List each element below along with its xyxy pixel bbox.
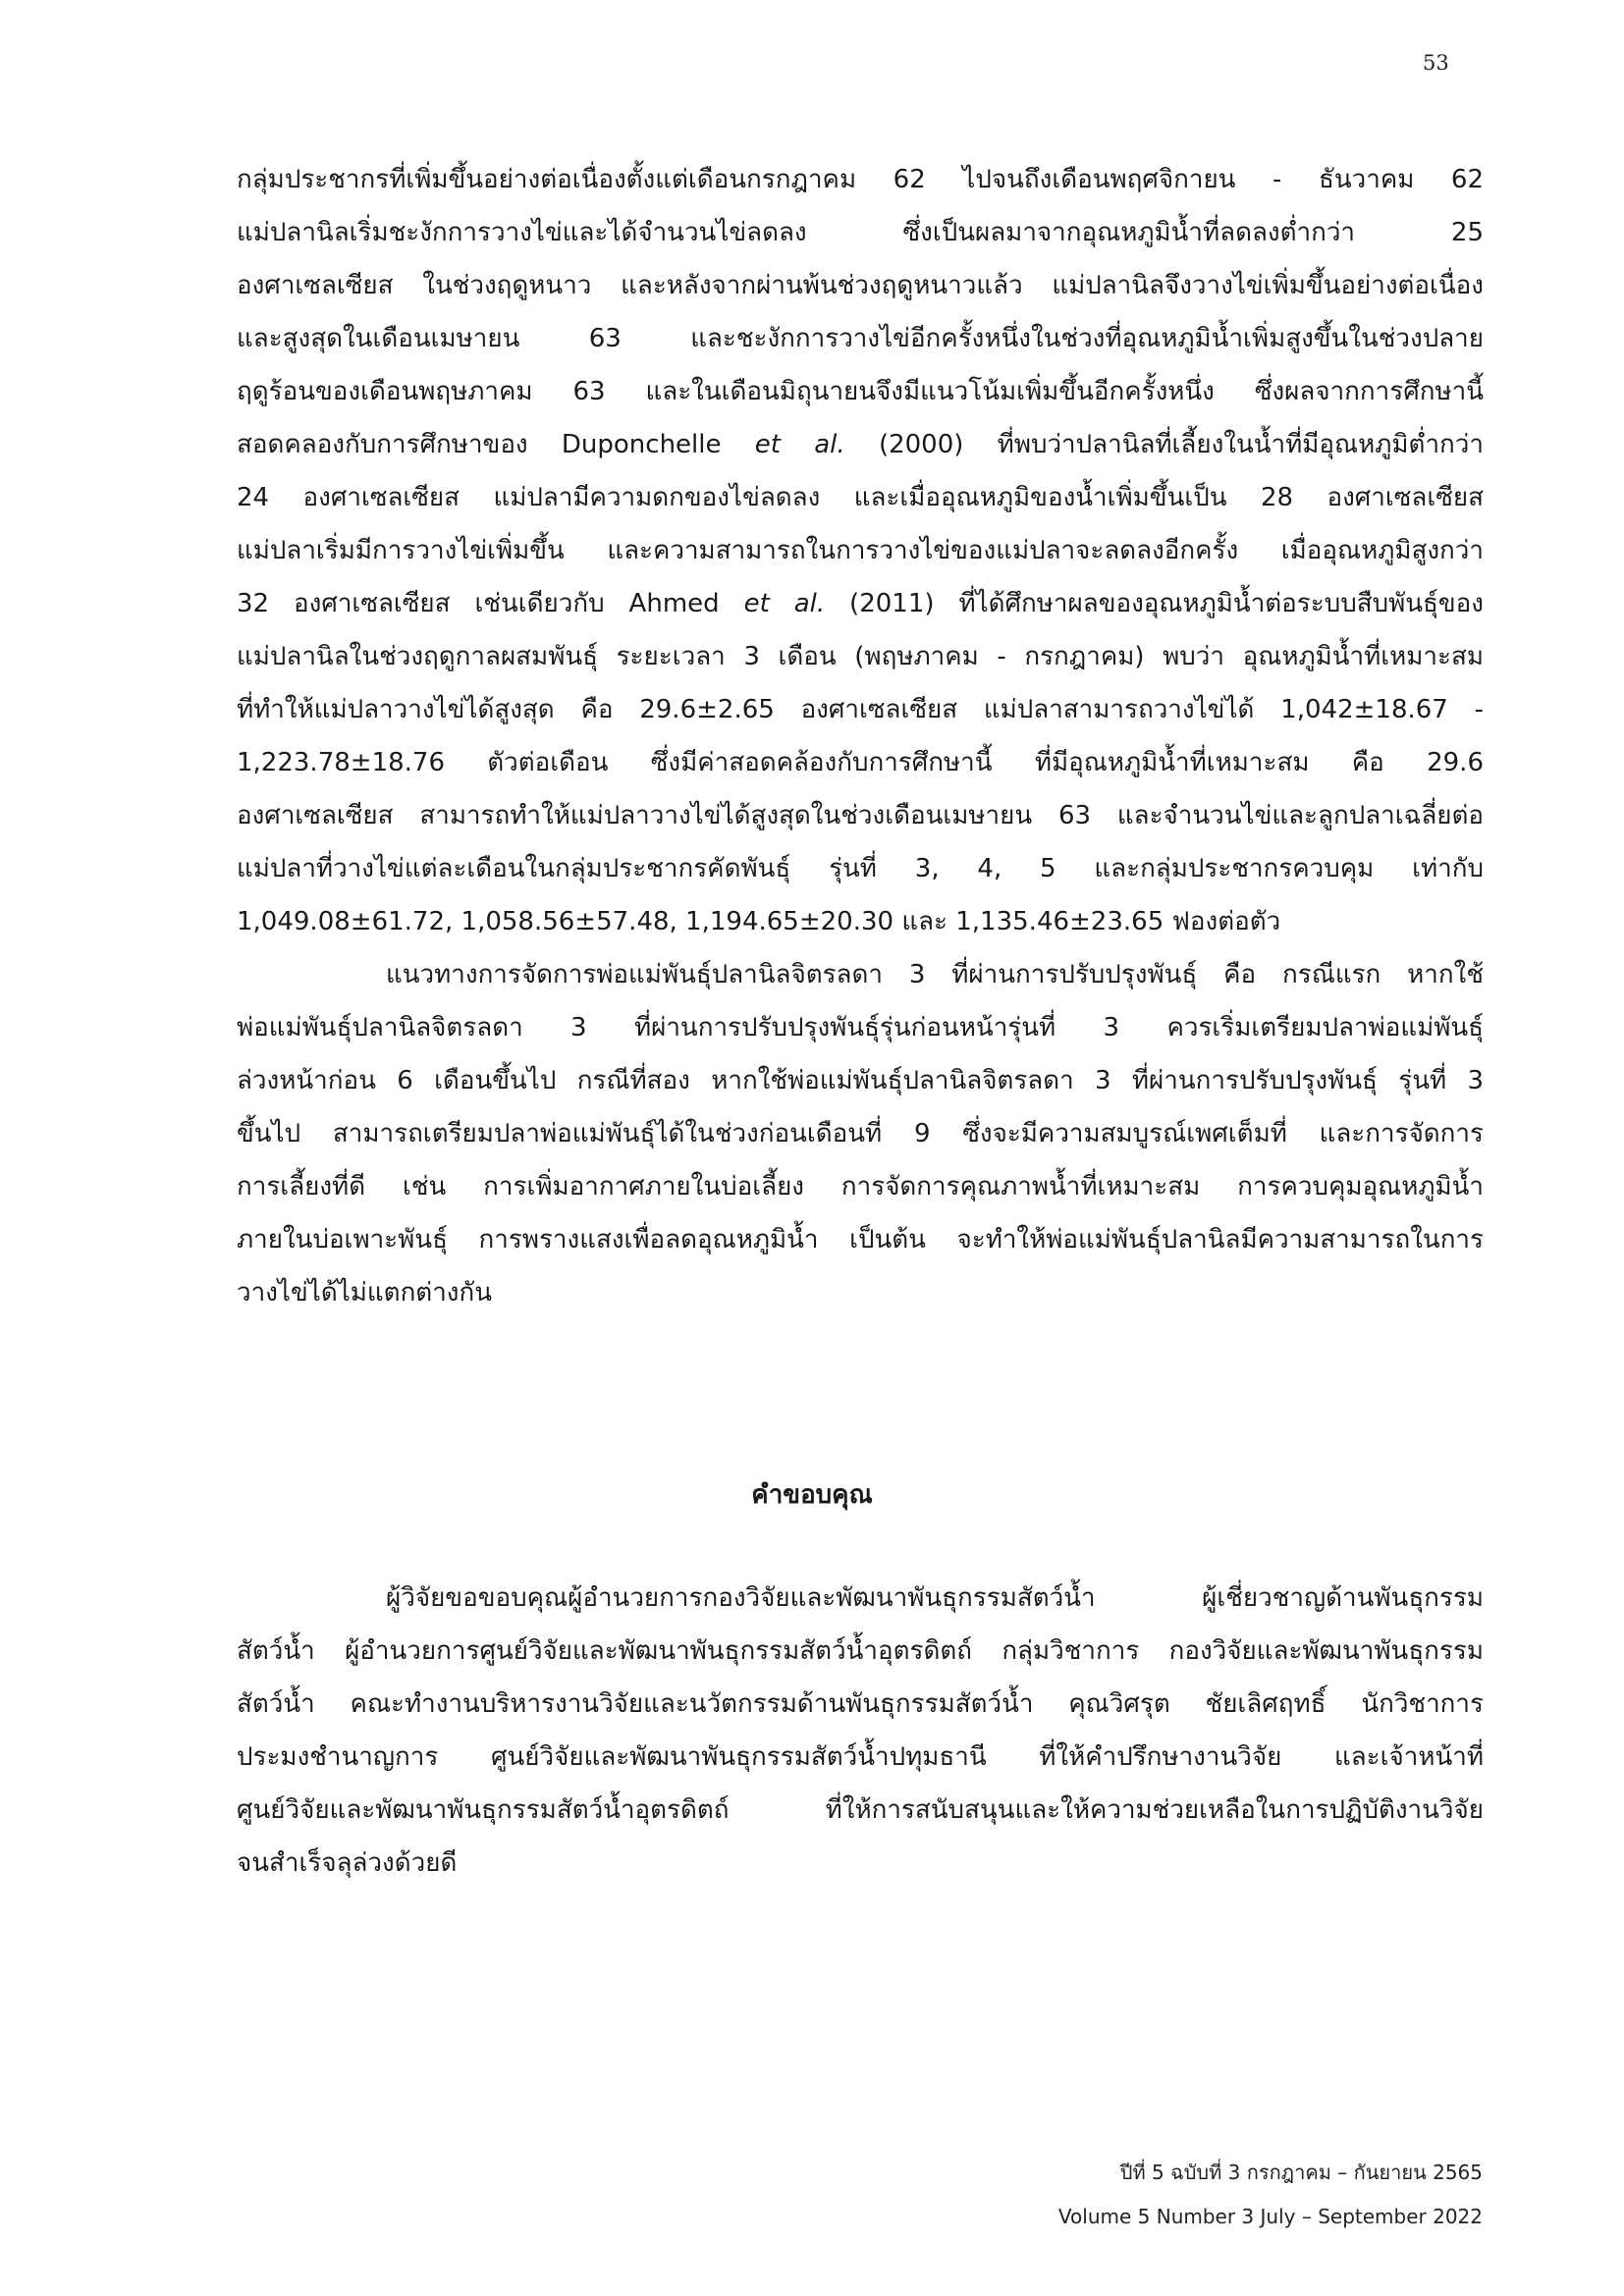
footer-issue-english: Volume 5 Number 3 July – September 2022 [1057,2205,1483,2228]
acknowledgement-line: ศูนย์วิจัยและพัฒนาพันธุกรรมสัตว์น้ำอุตรดิตถ์ ที่ให้การสนับสนุนและให้ความช่วยเหลือในการปฏิบัติงานวิจัย [237,1795,1484,1825]
section-heading-acknowledgement: คำขอบคุณ [751,1480,873,1510]
italic-text-run: et al. [754,430,845,459]
acknowledgement-line: จนสำเร็จลุล่วงด้วยดี [237,1848,458,1878]
paragraph-1-line: แม่ปลาเริ่มมีการวางไข่เพิ่มขึ้น และความสามารถในการวางไข่ของแม่ปลาจะลดลงอีกครั้ง เมื่ออุณหภูมิสูงกว่า [237,536,1484,565]
paragraph-1-line: องศาเซลเซียส สามารถทำให้แม่ปลาวางไข่ได้สูงสุดในช่วงเดือนเมษายน 63 และจำนวนไข่และลูกปลาเฉลี่ยต่อ [237,801,1484,830]
paragraph-2-line: ภายในบ่อเพาะพันธุ์ การพรางแสงเพื่อลดอุณหภูมิน้ำ เป็นต้น จะทำให้พ่อแม่พันธุ์ปลานิลมีความสามารถในการ [237,1225,1484,1255]
paragraph-1-line: 1,049.08±61.72, 1,058.56±57.48, 1,194.65±20.30 และ 1,135.46±23.65 ฟองต่อตัว [237,907,1281,936]
paragraph-1-line [237,425,1484,464]
paragraph-1-line: และสูงสุดในเดือนเมษายน 63 และชะงักการวางไข่อีกครั้งหนึ่งในช่วงที่อุณหภูมิน้ำเพิ่มสูงขึ้นในช่วงปลาย [237,324,1484,353]
paragraph-2-line: วางไข่ได้ไม่แตกต่างกัน [237,1278,492,1308]
paragraph-1-line: 24 องศาเซลเซียส แม่ปลามีความดกของไข่ลดลง และเมื่ออุณหภูมิของน้ำเพิ่มขึ้นเป็น 28 องศาเซลเซียส [237,483,1484,512]
text-run: (2000) ที่พบว่าปลานิลที่เลี้ยงในน้ำที่มีอุณหภูมิต่ำกว่า [844,430,1484,459]
italic-text-run: et al. [743,589,826,618]
paragraph-1-line: ที่ทำให้แม่ปลาวางไข่ได้สูงสุด คือ 29.6±2.65 องศาเซลเซียส แม่ปลาสามารถวางไข่ได้ 1,042±18.67 - [237,695,1484,724]
paragraph-1-line: แม่ปลานิลเริ่มชะงักการวางไข่และได้จำนวนไข่ลดลง ซึ่งเป็นผลมาจากอุณหภูมิน้ำที่ลดลงต่ำกว่า 25 [237,218,1484,247]
paragraph-2-line: ขึ้นไป สามารถเตรียมปลาพ่อแม่พันธุ์ได้ในช่วงก่อนเดือนที่ 9 ซึ่งจะมีความสมบูรณ์เพศเต็มที่ และการจัดการ [237,1119,1484,1148]
text-run: (2011) ที่ได้ศึกษาผลของอุณหภูมิน้ำต่อระบบสืบพันธุ์ของ [825,589,1484,618]
paragraph-1-line: องศาเซลเซียส ในช่วงฤดูหนาว และหลังจากผ่านพ้นช่วงฤดูหนาวแล้ว แม่ปลานิลจึงวางไข่เพิ่มขึ้นอย่างต่อเนื่อง [237,271,1484,300]
paragraph-2-line: การเลี้ยงที่ดี เช่น การเพิ่มอากาศภายในบ่อเลี้ยง การจัดการคุณภาพน้ำที่เหมาะสม การควบคุมอุณหภูมิน้ำ [237,1172,1484,1201]
paragraph-1-line: ฤดูร้อนของเดือนพฤษภาคม 63 และในเดือนมิถุนายนจึงมีแนวโน้มเพิ่มขึ้นอีกครั้งหนึ่ง ซึ่งผลจากการศึกษานี้ [237,377,1484,406]
paragraph-2-line: แนวทางการจัดการพ่อแม่พันธุ์ปลานิลจิตรลดา 3 ที่ผ่านการปรับปรุงพันธุ์ คือ กรณีแรก หากใช้ [386,960,1484,989]
footer-issue-thai: ปีที่ 5 ฉบับที่ 3 กรกฎาคม – กันยายน 2565 [1119,2161,1483,2184]
acknowledgement-line: ประมงชำนาญการ ศูนย์วิจัยและพัฒนาพันธุกรรมสัตว์น้ำปทุมธานี ที่ให้คำปรึกษางานวิจัย และเจ้าหน้าที่ [237,1742,1484,1772]
paragraph-1-line: 1,223.78±18.76 ตัวต่อเดือน ซึ่งมีค่าสอดคล้องกับการศึกษานี้ ที่มีอุณหภูมิน้ำที่เหมาะสม คือ 29.6 [237,748,1484,777]
paragraph-2-line: พ่อแม่พันธุ์ปลานิลจิตรลดา 3 ที่ผ่านการปรับปรุงพันธุ์รุ่นก่อนหน้ารุ่นที่ 3 ควรเริ่มเตรียมปลาพ่อแม่พันธุ์ [237,1013,1484,1042]
paragraph-1-line: แม่ปลาที่วางไข่แต่ละเดือนในกลุ่มประชากรคัดพันธุ์ รุ่นที่ 3, 4, 5 และกลุ่มประชากรควบคุม เท่ากับ [237,854,1484,883]
paragraph-2-line: ล่วงหน้าก่อน 6 เดือนขึ้นไป กรณีที่สอง หากใช้พ่อแม่พันธุ์ปลานิลจิตรลดา 3 ที่ผ่านการปรับปรุงพันธุ์ รุ่นที่ 3 [237,1066,1484,1095]
text-run: สอดคลองกับการศึกษาของ Duponchelle [237,430,755,459]
text-run: 32 องศาเซลเซียส เช่นเดียวกับ Ahmed [237,589,744,618]
acknowledgement-line: สัตว์น้ำ ผู้อำนวยการศูนย์วิจัยและพัฒนาพันธุกรรมสัตว์น้ำอุตรดิตถ์ กลุ่มวิชาการ กองวิจัยและพัฒนาพันธุกรรม [237,1636,1484,1666]
paragraph-1-line: แม่ปลานิลในช่วงฤดูกาลผสมพันธุ์ ระยะเวลา 3 เดือน (พฤษภาคม - กรกฎาคม) พบว่า อุณหภูมิน้ำที่เหมาะสม [237,642,1484,671]
paragraph-1-line: กลุ่มประชากรที่เพิ่มขึ้นอย่างต่อเนื่องตั้งแต่เดือนกรกฎาคม 62 ไปจนถึงเดือนพฤศจิกายน - ธันวาคม 62 [237,165,1484,194]
page-number: 53 [1423,51,1449,75]
paragraph-1-line [237,584,1484,623]
acknowledgement-line: สัตว์น้ำ คณะทำงานบริหารงานวิจัยและนวัตกรรมด้านพันธุกรรมสัตว์น้ำ คุณวิศรุต ชัยเลิศฤทธิ์ นักวิชาการ [237,1689,1484,1719]
acknowledgement-line: ผู้วิจัยขอขอบคุณผู้อำนวยการกองวิจัยและพัฒนาพันธุกรรมสัตว์น้ำ ผู้เชี่ยวชาญด้านพันธุกรรม [386,1583,1484,1613]
